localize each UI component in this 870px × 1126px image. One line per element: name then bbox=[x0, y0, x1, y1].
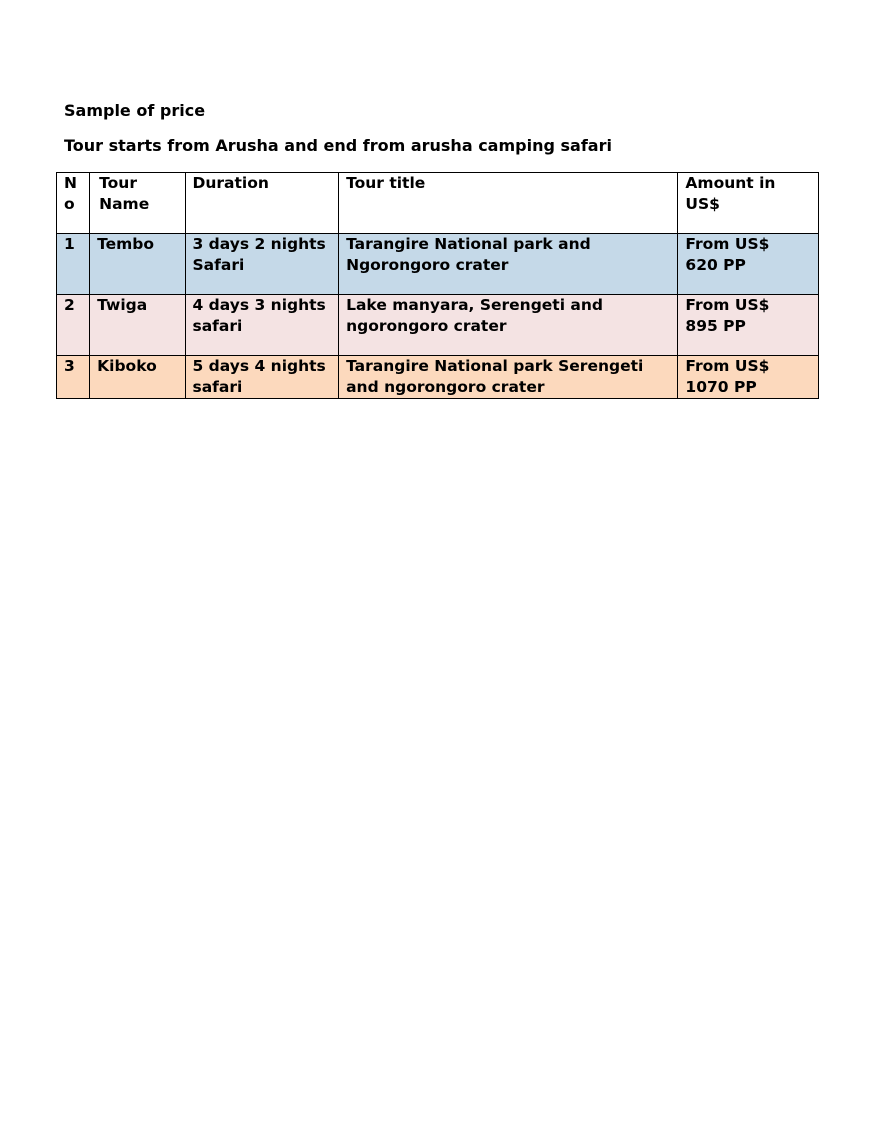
cell-no: 3 bbox=[57, 356, 90, 399]
cell-tour-name: Kiboko bbox=[90, 356, 185, 399]
cell-tour-name: Twiga bbox=[90, 295, 185, 356]
cell-tour-title: Lake manyara, Serengeti and ngorongoro crater bbox=[339, 295, 678, 356]
cell-amount: From US$ 1070 PP bbox=[678, 356, 819, 399]
document-title: Sample of price bbox=[64, 101, 206, 120]
document-subtitle: Tour starts from Arusha and end from arusha camping safari bbox=[64, 136, 612, 155]
price-table bbox=[56, 172, 819, 399]
table-row bbox=[57, 356, 819, 399]
cell-no: 1 bbox=[57, 234, 90, 295]
cell-amount: From US$ 895 PP bbox=[678, 295, 819, 356]
header-duration: Duration bbox=[185, 173, 339, 234]
header-no: N o bbox=[57, 173, 90, 234]
cell-tour-name: Tembo bbox=[90, 234, 185, 295]
table-header-row bbox=[57, 173, 819, 234]
cell-tour-title: Tarangire National park Serengeti and ngorongoro crater bbox=[339, 356, 678, 399]
header-tour-title: Tour title bbox=[339, 173, 678, 234]
cell-duration: 3 days 2 nights Safari bbox=[185, 234, 339, 295]
cell-tour-title: Tarangire National park and Ngorongoro crater bbox=[339, 234, 678, 295]
cell-duration: 5 days 4 nights safari bbox=[185, 356, 339, 399]
header-amount: Amount in US$ bbox=[678, 173, 819, 234]
table-row bbox=[57, 295, 819, 356]
cell-amount: From US$ 620 PP bbox=[678, 234, 819, 295]
cell-duration: 4 days 3 nights safari bbox=[185, 295, 339, 356]
cell-no: 2 bbox=[57, 295, 90, 356]
table-row bbox=[57, 234, 819, 295]
header-tour-name: Tour Name bbox=[90, 173, 185, 234]
